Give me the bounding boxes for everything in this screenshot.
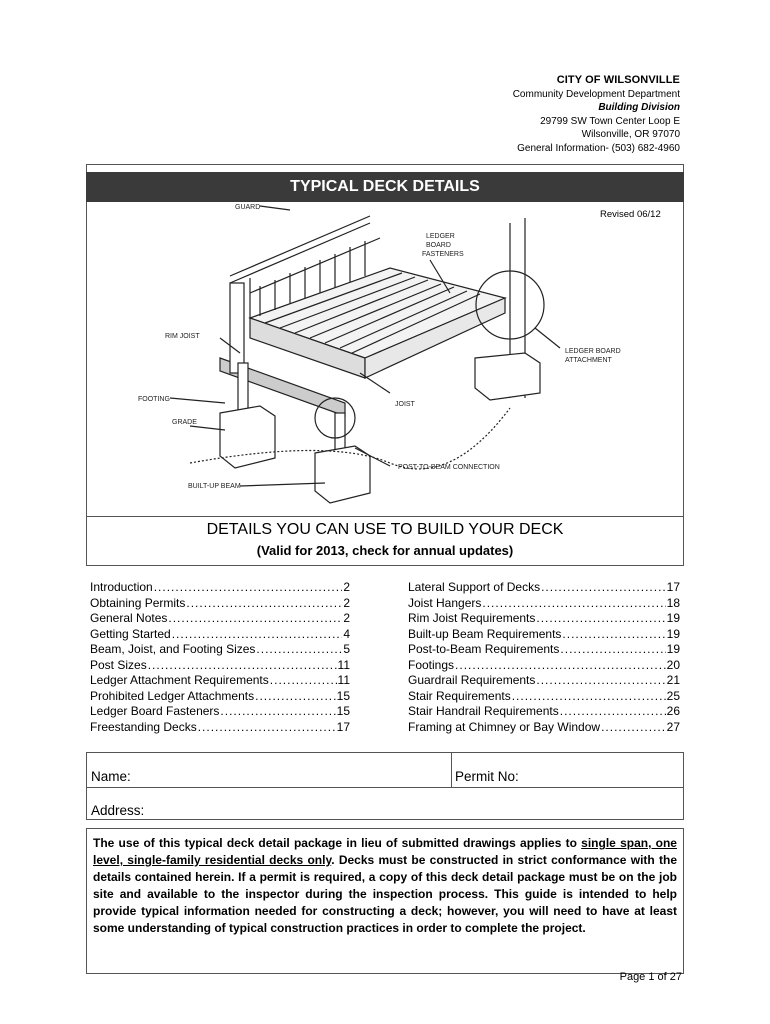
usage-notice bbox=[86, 828, 684, 974]
toc-item[interactable]: Framing at Chimney or Bay Window ..... 27 bbox=[408, 720, 680, 736]
toc-item[interactable]: Getting Started ..... 4 bbox=[90, 627, 350, 643]
toc-item[interactable]: Freestanding Decks ..... 17 bbox=[90, 720, 350, 736]
toc-item[interactable]: Stair Requirements ..... 25 bbox=[408, 689, 680, 705]
label-joist: JOIST bbox=[395, 401, 415, 408]
label-footing: FOOTING bbox=[138, 396, 170, 403]
toc-item[interactable]: General Notes ..... 2 bbox=[90, 611, 350, 627]
label-built-up-beam: BUILT-UP BEAM bbox=[188, 483, 241, 490]
toc-right-column bbox=[408, 580, 680, 735]
toc-item[interactable]: Built-up Beam Requirements ..... 19 bbox=[408, 627, 680, 643]
toc-item[interactable]: Ledger Board Fasteners ..... 15 bbox=[90, 704, 350, 720]
toc-item[interactable]: Post Sizes ..... 11 bbox=[90, 658, 350, 674]
applicant-form bbox=[86, 752, 684, 820]
toc-item[interactable]: Stair Handrail Requirements ..... 26 bbox=[408, 704, 680, 720]
validity-note: (Valid for 2013, check for annual updates) bbox=[256, 543, 514, 558]
phone-info: General Information- (503) 682-4960 bbox=[517, 142, 680, 154]
toc-item[interactable]: Lateral Support of Decks ..... 17 bbox=[408, 580, 680, 596]
deck-illustration bbox=[130, 198, 630, 510]
street-address: 29799 SW Town Center Loop E bbox=[540, 115, 680, 127]
toc-item[interactable]: Beam, Joist, and Footing Sizes ..... 5 bbox=[90, 642, 350, 658]
toc-item[interactable]: Prohibited Ledger Attachments ..... 15 bbox=[90, 689, 350, 705]
city-name: CITY OF WILSONVILLE bbox=[556, 74, 680, 86]
toc-item[interactable]: Obtaining Permits ..... 2 bbox=[90, 596, 350, 612]
page-title: TYPICAL DECK DETAILS bbox=[86, 172, 684, 202]
label-ledger-attachment-2: ATTACHMENT bbox=[565, 357, 612, 364]
toc-item[interactable]: Joist Hangers ..... 18 bbox=[408, 596, 680, 612]
form-divider bbox=[87, 787, 683, 788]
notice-text-rest: . Decks must be constructed in strict conformance with the details contained herein. If a permit is required, a copy of this deck detail package must be on the job site and available to the inspector during the inspection process. This guide is intended to help provide typical information needed for constructing a deck; however, you will need to have at least some understanding of typical construction practices in order to complete the project. bbox=[93, 853, 677, 935]
notice-text-start: The use of this typical deck detail package in lieu of submitted drawings applies to bbox=[93, 836, 582, 850]
notice-underlined-text: single span, one level, single-family residential decks only bbox=[93, 836, 677, 867]
toc-left-column bbox=[90, 580, 350, 735]
division-name: Building Division bbox=[598, 102, 680, 113]
revision-date: Revised 06/12 bbox=[600, 209, 661, 220]
department-name: Community Development Department bbox=[512, 88, 680, 100]
toc-item[interactable]: Footings ..... 20 bbox=[408, 658, 680, 674]
page-number: Page 1 of 27 bbox=[619, 971, 682, 983]
toc-item[interactable]: Introduction ..... 2 bbox=[90, 580, 350, 596]
label-rim-joist: RIM JOIST bbox=[165, 333, 200, 340]
form-column-divider bbox=[451, 753, 452, 787]
toc-item[interactable]: Ledger Attachment Requirements ..... 11 bbox=[90, 673, 350, 689]
label-ledger-fasteners-1: LEDGER bbox=[426, 233, 455, 240]
label-post-to-beam: POST-TO-BEAM CONNECTION bbox=[398, 464, 500, 471]
label-ledger-attachment-1: LEDGER BOARD bbox=[565, 348, 621, 355]
section-heading: DETAILS YOU CAN USE TO BUILD YOUR DECK bbox=[206, 521, 564, 538]
department-header bbox=[513, 74, 680, 155]
label-grade: GRADE bbox=[172, 419, 197, 426]
address-field[interactable]: Address: bbox=[91, 803, 145, 818]
label-ledger-fasteners-2: BOARD bbox=[426, 242, 451, 249]
permit-number-field[interactable]: Permit No: bbox=[455, 769, 519, 784]
toc-item[interactable]: Post-to-Beam Requirements ..... 19 bbox=[408, 642, 680, 658]
section-divider bbox=[86, 516, 684, 517]
city-state-zip: Wilsonville, OR 97070 bbox=[581, 129, 680, 140]
label-guard: GUARD bbox=[235, 204, 261, 211]
name-field[interactable]: Name: bbox=[91, 769, 131, 784]
toc-item[interactable]: Guardrail Requirements ..... 21 bbox=[408, 673, 680, 689]
toc-item[interactable]: Rim Joist Requirements ..... 19 bbox=[408, 611, 680, 627]
label-ledger-fasteners-3: FASTENERS bbox=[422, 251, 464, 258]
